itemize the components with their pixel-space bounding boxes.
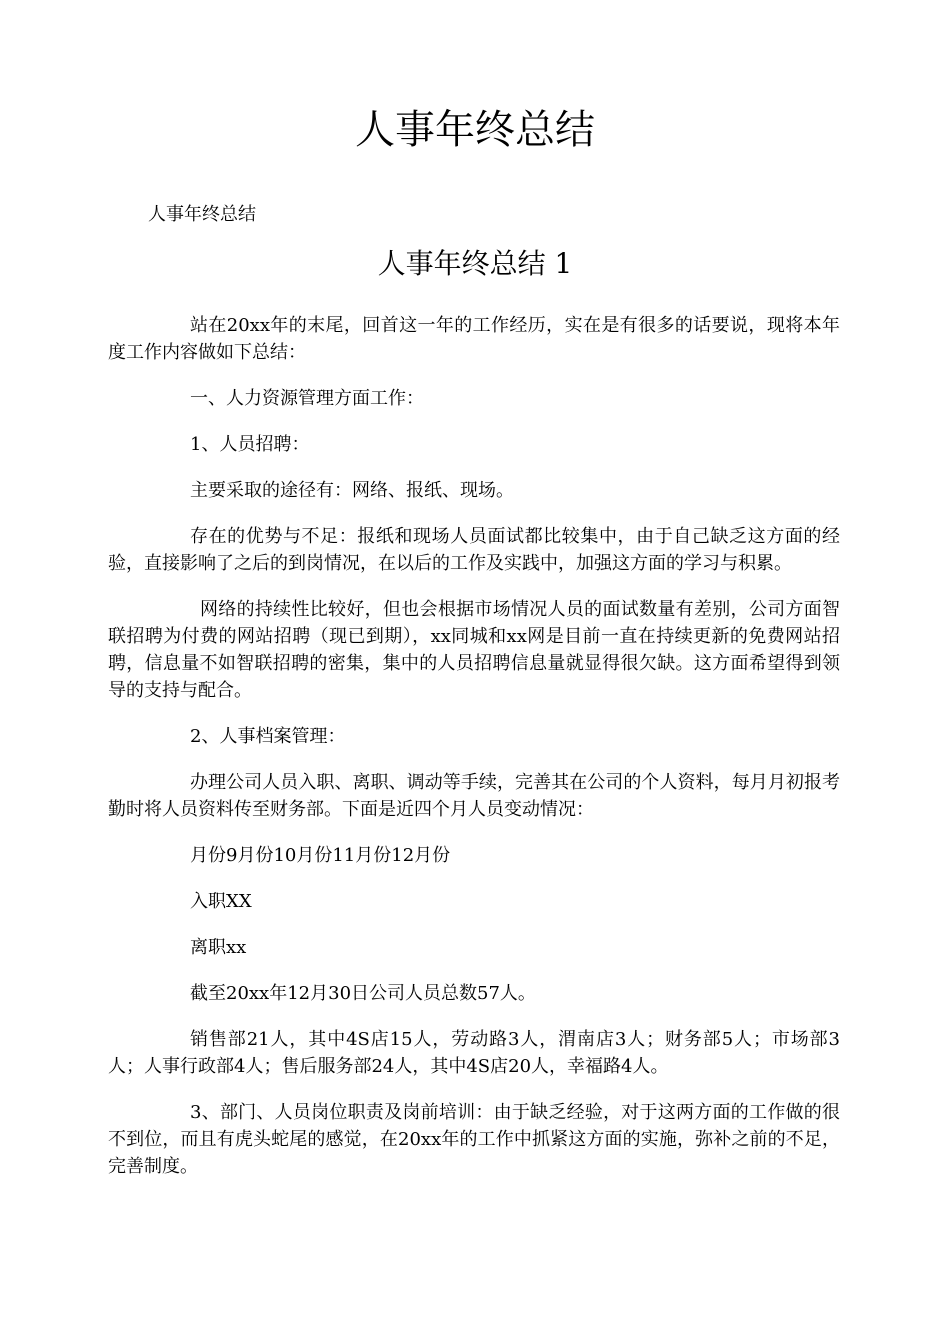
paragraph-months-row: 月份9月份10月份11月份12月份 — [190, 845, 451, 866]
paragraph-online-recruitment: 网络的持续性比较好，但也会根据市场情况人员的面试数量有差别，公司方面智联招聘为付费的网站招聘（现已到期），xx同城和xx网是目前一直在持续更新的免费网站招聘，信息量不如智联招聘的密集，集中的人员招聘信息量就显得很欠缺。这方面希望得到领导的支持与配合。 — [108, 599, 840, 701]
paragraph-personnel-procedures: 办理公司人员入职、离职、调动等手续，完善其在公司的个人资料，每月月初报考勤时将人员资料传至财务部。下面是近四个月人员变动情况： — [108, 772, 840, 820]
paragraph-headcount: 截至20xx年12月30日公司人员总数57人。 — [190, 983, 536, 1004]
paragraph-advantages: 存在的优势与不足：报纸和现场人员面试都比较集中，由于自己缺乏这方面的经验，直接影响了之后的到岗情况，在以后的工作及实践中，加强这方面的学习与积累。 — [108, 526, 840, 574]
document-body — [108, 312, 840, 1199]
heading-hr-management: 一、人力资源管理方面工作： — [190, 388, 424, 409]
paragraph-department-breakdown: 销售部21人，其中4S店15人，劳动路3人，渭南店3人；财务部5人；市场部3人；人事行政部4人；售后服务部24人，其中4S店20人，幸福路4人。 — [108, 1029, 840, 1077]
paragraph-job-responsibilities: 3、部门、人员岗位职责及岗前培训：由于缺乏经验，对于这两方面的工作做的很不到位，而且有虎头蛇尾的感觉，在20xx年的工作中抓紧这方面的实施，弥补之前的不足，完善制度。 — [108, 1102, 840, 1177]
heading-recruitment: 1、人员招聘： — [190, 434, 310, 455]
paragraph-intro: 站在20xx年的末尾，回首这一年的工作经历，实在是有很多的话要说，现将本年度工作内容做如下总结： — [108, 315, 840, 363]
paragraph-departure-row: 离职xx — [190, 937, 247, 958]
heading-personnel-files: 2、人事档案管理： — [190, 726, 346, 747]
document-title: 人事年终总结 — [355, 107, 595, 153]
paragraph-recruitment-channels: 主要采取的途径有：网络、报纸、现场。 — [190, 480, 514, 501]
paragraph-onboarding-row: 入职XX — [190, 891, 252, 912]
section-title: 人事年终总结 1 — [377, 247, 573, 280]
document-subtitle: 人事年终总结 — [148, 204, 256, 225]
